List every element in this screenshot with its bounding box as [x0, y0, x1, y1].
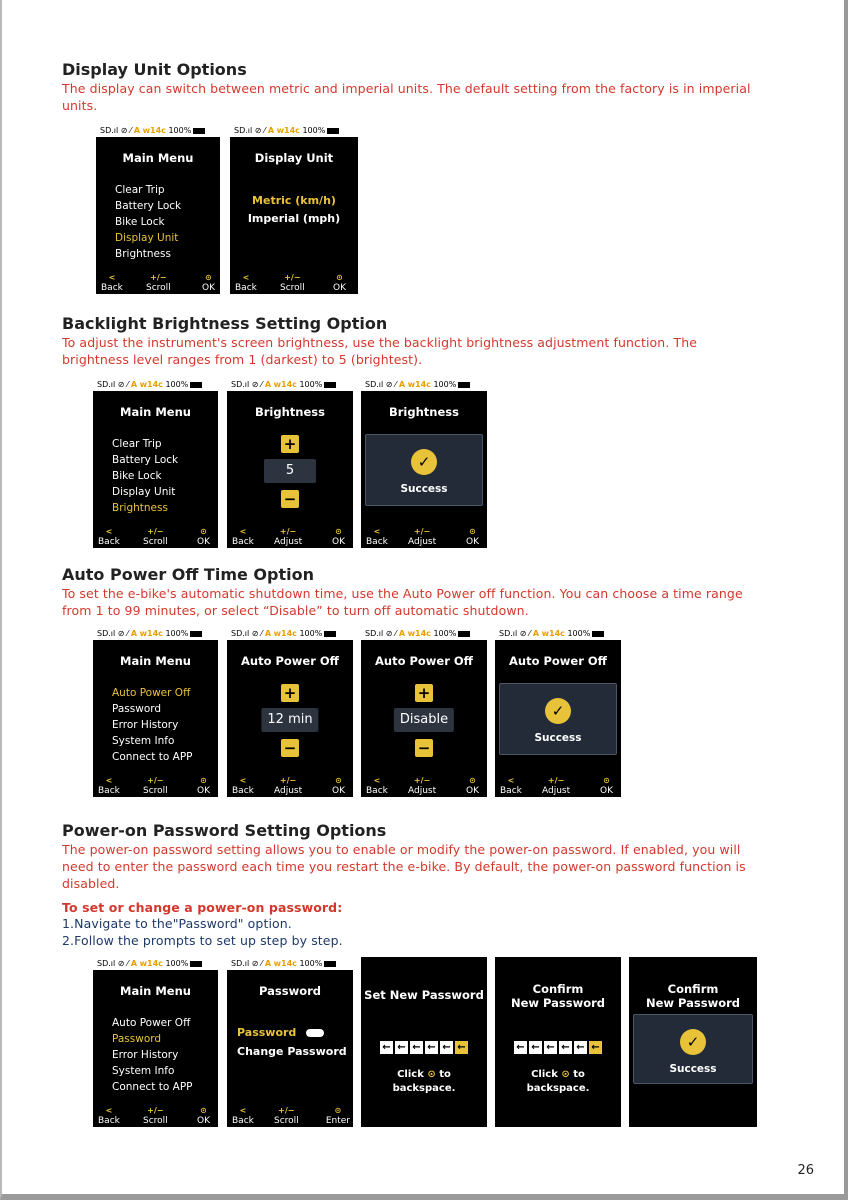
screen-title: Main Menu	[122, 151, 194, 165]
ok-button-icon: ⊙	[427, 1069, 436, 1080]
ok-button[interactable]: ⊙ OK	[466, 527, 479, 547]
back-button[interactable]: < Back	[500, 776, 522, 796]
menu-item[interactable]: System Info	[112, 735, 175, 747]
back-chevron-icon: <	[105, 527, 113, 536]
scroll-button[interactable]: +/− Scroll	[143, 527, 168, 547]
screen-title: Brightness	[389, 405, 459, 419]
password-options	[237, 1023, 347, 1061]
warning-code: w14c	[276, 126, 300, 135]
back-button[interactable]: < Back	[232, 527, 254, 547]
menu-item[interactable]: Error History	[112, 719, 179, 731]
left-arrow-icon-current[interactable]: ←	[455, 1041, 468, 1054]
scroll-button[interactable]: +/− Scroll	[146, 273, 171, 293]
back-button[interactable]: < Back	[232, 1106, 254, 1126]
check-icon: ✓	[545, 698, 571, 724]
scroll-button[interactable]: +/− Scroll	[143, 776, 168, 796]
screen-title: Brightness	[255, 405, 325, 419]
status-bar	[93, 957, 218, 970]
ok-button-icon: ⊙	[200, 1106, 207, 1115]
warning-icon: A	[264, 629, 272, 638]
ok-button[interactable]: ⊙ OK	[600, 776, 613, 796]
screen-title: Auto Power Off	[240, 654, 339, 668]
hint-click: Click	[531, 1069, 558, 1080]
battery-percent: 100%	[299, 380, 323, 389]
plus-icon[interactable]: +	[281, 435, 299, 453]
ok-button-icon: ⊙	[603, 776, 610, 785]
left-arrow-icon: ←	[395, 1041, 408, 1054]
battery-percent: 100%	[567, 629, 591, 638]
password-toggle-label: Password	[237, 1026, 297, 1039]
menu-item-selected[interactable]: Auto Power Off	[112, 687, 191, 699]
warning-icon: A	[398, 380, 406, 389]
screen-footer	[227, 774, 353, 796]
screen-footer	[96, 271, 220, 293]
menu-item[interactable]: Battery Lock	[115, 200, 182, 212]
left-arrow-icon: ←	[559, 1041, 572, 1054]
warning-icon: A	[130, 959, 138, 968]
menu-list	[112, 685, 192, 765]
left-arrow-icon: ←	[440, 1041, 453, 1054]
back-chevron-icon: <	[373, 776, 381, 785]
success-text: Success	[534, 732, 582, 744]
status-bar	[227, 957, 353, 970]
plus-minus-icon: +/−	[279, 527, 297, 536]
ok-button[interactable]: ⊙ OK	[333, 273, 346, 293]
warning-code: w14c	[541, 629, 565, 638]
warning-icon: A	[130, 380, 138, 389]
back-chevron-icon: <	[105, 1106, 113, 1115]
back-chevron-icon: <	[239, 1106, 247, 1115]
screen-auto-off-disable	[361, 627, 487, 797]
screen-title: Auto Power Off	[508, 654, 607, 668]
adjust-button[interactable]: +/− Adjust	[408, 776, 437, 796]
hint-to: to	[573, 1069, 585, 1080]
plus-icon[interactable]: +	[415, 684, 433, 702]
plus-minus-icon: +/−	[284, 273, 301, 282]
password-text: The power-on password setting allows you to enable or modify the power-on password. If enabled, you will need to enter the password each time you restart the e-bike. By default, the power-on password function is disabled.	[62, 842, 746, 891]
plus-icon[interactable]: +	[281, 684, 299, 702]
battery-percent: 100%	[165, 629, 189, 638]
ok-button[interactable]: ⊙ OK	[332, 527, 345, 547]
title-line-1: Confirm	[532, 982, 584, 996]
menu-item-selected[interactable]: Password	[112, 1033, 162, 1045]
back-chevron-icon: <	[239, 527, 247, 536]
adjust-button[interactable]: +/− Adjust	[274, 776, 303, 796]
screen-main-menu	[93, 957, 218, 1127]
menu-item[interactable]: Error History	[112, 1049, 179, 1061]
menu-item[interactable]: Connect to APP	[112, 751, 193, 763]
plus-minus-icon: +/−	[279, 776, 297, 785]
menu-item-selected[interactable]: Display Unit	[115, 232, 179, 244]
minus-icon[interactable]: −	[281, 490, 299, 508]
screen-footer	[227, 1104, 353, 1126]
back-button[interactable]: < Back	[98, 776, 120, 796]
ok-button[interactable]: ⊙ OK	[202, 273, 215, 293]
battery-icon	[193, 128, 205, 134]
screen-footer	[93, 525, 218, 547]
screen-title: Display Unit	[254, 151, 334, 165]
warning-code: w14c	[139, 629, 163, 638]
warning-code: w14c	[407, 629, 431, 638]
success-text: Success	[669, 1063, 717, 1075]
status-text: SD.ıl ⊘ ⁄	[365, 629, 397, 638]
title-line-1: Confirm	[667, 982, 719, 996]
battery-percent: 100%	[299, 629, 323, 638]
unit-option-metric[interactable]: Metric (km/h)	[252, 194, 336, 207]
back-button[interactable]: < Back	[101, 273, 123, 293]
success-dialog	[633, 1014, 753, 1084]
screen-footer	[361, 525, 487, 547]
menu-list	[115, 182, 181, 262]
status-text: SD.ıl ⊘ ⁄	[97, 380, 129, 389]
password-heading: Power-on Password Setting Options	[62, 821, 387, 840]
brightness-value: 5	[264, 459, 316, 483]
success-text: Success	[400, 483, 448, 495]
menu-item[interactable]: Bike Lock	[115, 216, 165, 228]
display-unit-heading: Display Unit Options	[62, 60, 247, 79]
ok-button[interactable]: ⊙ OK	[197, 1106, 210, 1126]
unit-options	[230, 192, 358, 228]
warning-icon: A	[532, 629, 540, 638]
warning-code: w14c	[139, 380, 163, 389]
battery-percent: 100%	[302, 126, 326, 135]
adjust-button[interactable]: +/− Adjust	[542, 776, 571, 796]
menu-list	[112, 436, 178, 516]
password-entry-row	[495, 1035, 621, 1054]
plus-minus-icon: +/−	[413, 776, 431, 785]
battery-percent: 100%	[168, 126, 192, 135]
ok-button-icon: ⊙	[561, 1069, 570, 1080]
left-arrow-icon: ←	[425, 1041, 438, 1054]
password-step-2: 2.Follow the prompts to set up step by step.	[62, 933, 343, 948]
display-unit-text: The display can switch between metric and imperial units. The default setting from the factory is in imperial units.	[62, 81, 751, 113]
warning-code: w14c	[273, 959, 297, 968]
change-password-option[interactable]: Change Password	[237, 1045, 347, 1058]
screen-title: Password	[259, 984, 321, 998]
battery-icon	[458, 631, 470, 637]
menu-item[interactable]: Bike Lock	[112, 470, 162, 482]
status-bar	[495, 627, 621, 640]
backspace-hint	[495, 1068, 621, 1096]
menu-item[interactable]: Auto Power Off	[112, 1017, 191, 1029]
warning-code: w14c	[407, 380, 431, 389]
brightness-heading: Backlight Brightness Setting Option	[62, 314, 388, 333]
ok-button-icon: ⊙	[335, 527, 342, 536]
back-button[interactable]: < Back	[232, 776, 254, 796]
left-arrow-icon: ←	[380, 1041, 393, 1054]
auto-off-text: To set the e-bike's automatic shutdown time, use the Auto Power off function. You can choose a time range from 1 to 99 minutes, or select “Disable” to turn off automatic shutdown.	[62, 586, 743, 618]
ok-button[interactable]: ⊙ OK	[466, 776, 479, 796]
warning-icon: A	[267, 126, 275, 135]
battery-icon	[324, 961, 336, 967]
minus-icon[interactable]: −	[415, 739, 433, 757]
menu-item[interactable]: Password	[112, 703, 162, 715]
password-step-1: 1.Navigate to the"Password" option.	[62, 916, 292, 931]
auto-off-value: 12 min	[261, 708, 318, 732]
screen-footer	[93, 1104, 218, 1126]
warning-icon: A	[264, 380, 272, 389]
left-arrow-icon: ←	[574, 1041, 587, 1054]
screen-title: Main Menu	[120, 405, 191, 419]
success-dialog	[499, 683, 617, 755]
screen-confirm-success	[629, 957, 757, 1127]
screen-footer	[495, 774, 621, 796]
left-arrow-icon-current[interactable]: ←	[589, 1041, 602, 1054]
back-button[interactable]: < Back	[98, 527, 120, 547]
ok-button[interactable]: ⊙ OK	[197, 776, 210, 796]
screen-title: Main Menu	[120, 654, 191, 668]
screen-footer	[230, 271, 358, 293]
screen-footer	[361, 774, 487, 796]
title-line-2: New Password	[645, 996, 741, 1010]
battery-icon	[190, 961, 202, 967]
plus-minus-icon: +/−	[547, 776, 565, 785]
battery-icon	[190, 631, 202, 637]
password-subheading: To set or change a power-on password:	[62, 900, 343, 915]
ok-button-icon: ⊙	[469, 527, 476, 536]
status-bar	[361, 627, 487, 640]
battery-percent: 100%	[433, 380, 457, 389]
hint-backspace: backspace.	[526, 1083, 590, 1094]
auto-off-disable-value: Disable	[394, 708, 454, 732]
menu-item[interactable]: Battery Lock	[112, 454, 179, 466]
minus-icon[interactable]: −	[281, 739, 299, 757]
warning-icon: A	[264, 959, 272, 968]
screen-footer	[93, 774, 218, 796]
enter-button[interactable]: ⊙ Enter	[325, 1106, 350, 1126]
ok-button[interactable]: ⊙ OK	[332, 776, 345, 796]
plus-minus-icon: +/−	[278, 1106, 295, 1115]
status-text: SD.ıl ⊘ ⁄	[97, 959, 129, 968]
screen-main-menu	[93, 378, 218, 548]
battery-percent: 100%	[165, 380, 189, 389]
screen-title	[629, 982, 757, 1010]
status-bar	[227, 378, 353, 391]
status-text: SD.ıl ⊘ ⁄	[234, 126, 266, 135]
status-text: SD.ıl ⊘ ⁄	[100, 126, 132, 135]
plus-minus-icon: +/−	[413, 527, 431, 536]
warning-icon: A	[130, 629, 138, 638]
status-text: SD.ıl ⊘ ⁄	[97, 629, 129, 638]
scroll-button[interactable]: +/− Scroll	[143, 1106, 168, 1126]
brightness-text: To adjust the instrument's screen brightness, use the backlight brightness adjustment function. The brightness level ranges from 1 (darkest) to 5 (brightest).	[62, 335, 698, 367]
adjust-button[interactable]: +/− Adjust	[274, 527, 303, 547]
plus-minus-icon: +/−	[147, 527, 164, 536]
hint-to: to	[439, 1069, 451, 1080]
password-entry-row	[361, 1035, 487, 1054]
ok-button-icon: ⊙	[336, 273, 343, 282]
battery-icon	[190, 382, 202, 388]
password-toggle-row[interactable]	[237, 1023, 347, 1042]
warning-icon: A	[133, 126, 141, 135]
plus-minus-icon: +/−	[150, 273, 167, 282]
menu-item-selected[interactable]: Brightness	[112, 502, 168, 514]
screen-password-menu	[227, 957, 353, 1127]
status-bar	[230, 124, 358, 137]
warning-icon: A	[398, 629, 406, 638]
screen-title: Main Menu	[120, 984, 191, 998]
ok-button-icon: ⊙	[334, 1106, 342, 1115]
plus-minus-icon: +/−	[147, 776, 164, 785]
warning-code: w14c	[139, 959, 163, 968]
menu-item[interactable]: Brightness	[115, 248, 171, 260]
status-text: SD.ıl ⊘ ⁄	[231, 959, 263, 968]
left-arrow-icon: ←	[544, 1041, 557, 1054]
battery-percent: 100%	[433, 629, 457, 638]
success-dialog	[365, 434, 483, 506]
status-bar	[227, 627, 353, 640]
back-button[interactable]: < Back	[366, 527, 388, 547]
title-line-2: New Password	[510, 996, 606, 1010]
screen-auto-off-adjust	[227, 627, 353, 797]
scroll-button[interactable]: +/− Scroll	[280, 273, 305, 293]
ok-button-icon: ⊙	[469, 776, 476, 785]
backspace-hint	[361, 1068, 487, 1096]
menu-item[interactable]: Display Unit	[112, 486, 176, 498]
screen-display-unit	[230, 124, 358, 294]
back-chevron-icon: <	[105, 776, 113, 785]
adjust-button[interactable]: +/− Adjust	[408, 527, 437, 547]
warning-code: w14c	[273, 629, 297, 638]
battery-icon	[327, 128, 339, 134]
back-button[interactable]: < Back	[366, 776, 388, 796]
back-chevron-icon: <	[242, 273, 250, 282]
menu-item[interactable]: Connect to APP	[112, 1081, 193, 1093]
screen-title: Set New Password	[364, 988, 484, 1002]
screen-set-new-password	[361, 957, 487, 1127]
toggle-switch-icon[interactable]	[306, 1029, 324, 1037]
screen-footer	[227, 525, 353, 547]
screen-title	[495, 982, 621, 1010]
battery-icon	[324, 631, 336, 637]
screen-title: Auto Power Off	[374, 654, 473, 668]
back-button[interactable]: < Back	[98, 1106, 120, 1126]
screen-main-menu	[93, 627, 218, 797]
menu-item[interactable]: Clear Trip	[115, 184, 165, 196]
check-icon: ✓	[680, 1029, 706, 1055]
hint-click: Click	[397, 1069, 424, 1080]
ok-button-icon: ⊙	[200, 527, 207, 536]
warning-code: w14c	[273, 380, 297, 389]
warning-code: w14c	[142, 126, 166, 135]
battery-icon	[324, 382, 336, 388]
check-icon: ✓	[411, 449, 437, 475]
left-arrow-icon: ←	[410, 1041, 423, 1054]
menu-item[interactable]: System Info	[112, 1065, 175, 1077]
status-bar	[361, 378, 487, 391]
status-bar	[93, 627, 218, 640]
plus-minus-icon: +/−	[147, 1106, 164, 1115]
battery-percent: 100%	[165, 959, 189, 968]
status-bar	[93, 378, 218, 391]
back-chevron-icon: <	[507, 776, 515, 785]
scroll-button[interactable]: +/− Scroll	[274, 1106, 299, 1126]
auto-off-heading: Auto Power Off Time Option	[62, 565, 314, 584]
back-button[interactable]: < Back	[235, 273, 257, 293]
ok-button-icon: ⊙	[200, 776, 207, 785]
status-text: SD.ıl ⊘ ⁄	[499, 629, 531, 638]
status-text: SD.ıl ⊘ ⁄	[231, 629, 263, 638]
back-chevron-icon: <	[108, 273, 116, 282]
status-bar	[96, 124, 220, 137]
hint-backspace: backspace.	[392, 1083, 456, 1094]
left-arrow-icon: ←	[529, 1041, 542, 1054]
status-text: SD.ıl ⊘ ⁄	[365, 380, 397, 389]
screen-auto-off-success	[495, 627, 621, 797]
unit-option-imperial[interactable]: Imperial (mph)	[247, 212, 341, 225]
battery-icon	[458, 382, 470, 388]
back-chevron-icon: <	[239, 776, 247, 785]
screen-confirm-password	[495, 957, 621, 1127]
ok-button-icon: ⊙	[205, 273, 212, 282]
back-chevron-icon: <	[373, 527, 381, 536]
ok-button[interactable]: ⊙ OK	[197, 527, 210, 547]
page-number: 26	[797, 1163, 814, 1178]
screen-brightness-adjust	[227, 378, 353, 548]
ok-button-icon: ⊙	[335, 776, 342, 785]
screen-main-menu	[96, 124, 220, 294]
left-arrow-icon: ←	[514, 1041, 527, 1054]
battery-percent: 100%	[299, 959, 323, 968]
battery-icon	[592, 631, 604, 637]
menu-item[interactable]: Clear Trip	[112, 438, 162, 450]
menu-list	[112, 1015, 192, 1095]
status-text: SD.ıl ⊘ ⁄	[231, 380, 263, 389]
screen-brightness-success	[361, 378, 487, 548]
